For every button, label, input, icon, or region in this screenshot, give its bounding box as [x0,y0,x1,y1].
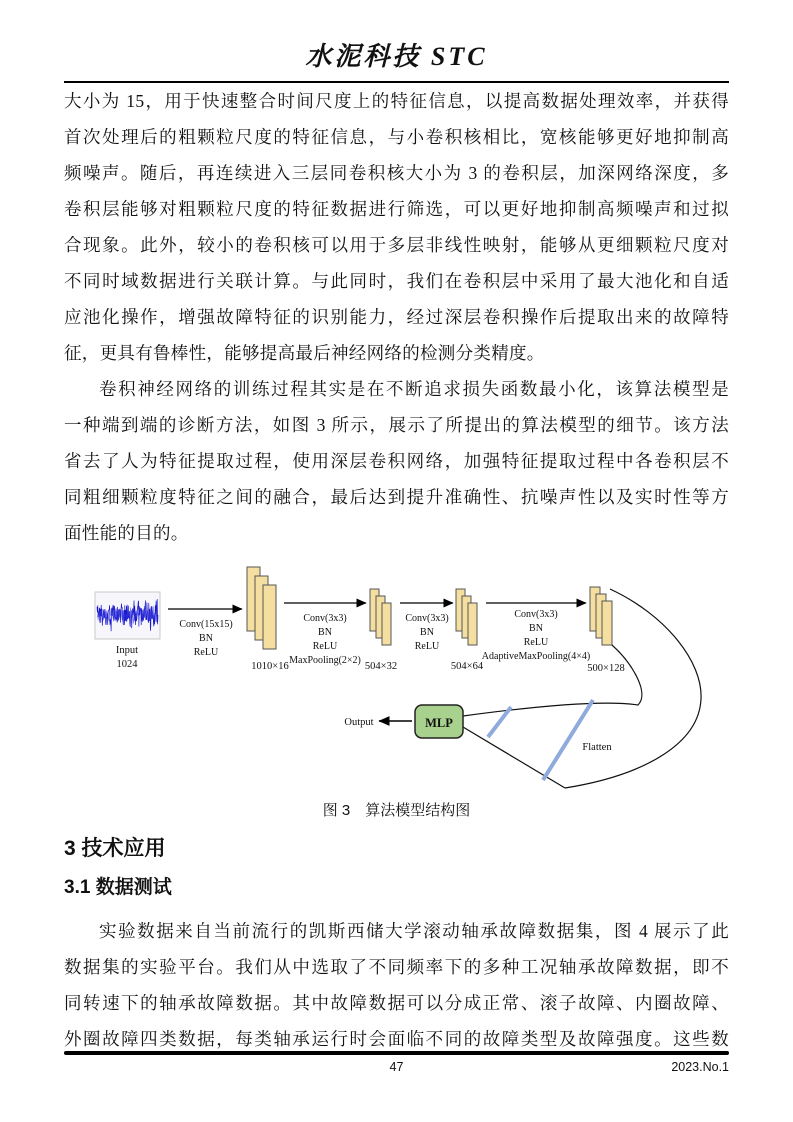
paragraph-2 [64,371,729,551]
page-number: 47 [389,1060,404,1074]
feature-size-label: 500×128 [587,663,625,674]
feature-size-label: 504×32 [364,661,398,672]
stage4-op: AdaptiveMaxPooling(4×4) [481,651,591,662]
figure-3-model-diagram [64,557,729,799]
text-line: 面性能的目的。 [64,523,189,543]
stage2-op: ReLU [312,641,338,652]
text-line: 一种端到端的诊断方法，如图 3 所示，展示了所提出的算法模型的细节。该方法 [64,415,729,435]
model-architecture-svg [60,557,725,799]
conv-block-1 [247,567,276,649]
output-label: Output [344,717,374,728]
journal-title: 水泥科技 STC [305,42,488,71]
page-content [64,0,729,1057]
figure-caption: 图 3 算法模型结构图 [322,802,471,819]
text-line: 卷积层能够对粗颗粒尺度的特征数据进行筛选，可以更好地抑制高频噪声和过拟 [64,199,729,219]
text-line: 应池化操作，增强故障特征的识别能力，经过深层卷积操作后提取出来的故障特 [64,307,729,327]
conv-block-3 [456,589,477,645]
text-line: 数据集的实验平台。我们从中选取了不同频率下的多种工况轴承故障数据，即不 [64,957,729,977]
stage3-op: BN [420,627,434,638]
page-footer [64,1060,729,1074]
stage-1 [168,567,289,672]
text-line: 卷积神经网络的训练过程其实是在不断追求损失函数最小化，该算法模型是 [99,379,729,399]
text-line: 同转速下的轴承故障数据。其中故障数据可以分成正常、滚子故障、内圈故障、 [64,993,729,1013]
text-line: 同粗细颗粒度特征之间的融合，最后达到提升准确性、抗噪声性以及实时性等方 [64,487,729,507]
stage1-op: BN [199,633,213,644]
mlp-output [344,705,463,738]
footer-rule [64,1051,729,1055]
stage4-op: Conv(3x3) [514,609,558,620]
stage-2 [284,589,397,672]
text-line: 合现象。此外，较小的卷积核可以用于多层非线性映射，能够从更细颗粒尺度对 [64,235,729,255]
text-line: 省去了人为特征提取过程，使用深层卷积网络，加强特征提取过程中各卷积层不 [64,451,729,471]
mlp-label: MLP [425,716,453,730]
stage3-op: ReLU [414,641,440,652]
feature-size-label: 504×64 [450,661,484,672]
stage1-op: Conv(15x15) [179,619,233,630]
stage2-op: Conv(3x3) [303,613,347,624]
text-line: 频噪声。随后，再连续进入三层同卷积核大小为 3 的卷积层，加深网络深度，多 [64,163,729,183]
text-line: 大小为 15，用于快速整合时间尺度上的特征信息，以提高数据处理效率，并获得 [64,91,729,111]
input-signal-image [95,592,160,670]
paragraph-1 [64,83,729,371]
text-line: 实验数据来自当前流行的凯斯西储大学滚动轴承故障数据集，图 4 展示了此 [99,921,729,941]
issue-label: 2023.No.1 [671,1060,729,1074]
stage1-op: ReLU [193,647,219,658]
stage2-op: MaxPooling(2×2) [289,655,361,666]
text-line: 征，更具有鲁棒性，能够提高最后神经网络的检测分类精度。 [64,343,545,363]
section-heading: 3 技术应用 [64,837,166,860]
flatten-label: Flatten [582,742,612,753]
paragraph-3 [64,913,729,1057]
input-size-label: 1024 [116,659,138,670]
text-line: 首次处理后的粗颗粒尺度的特征信息，与小卷积核相比，宽核能够更好地抑制高 [64,127,729,147]
stage4-op: BN [529,623,543,634]
feature-size-label: 1010×16 [251,661,289,672]
stage2-op: BN [318,627,332,638]
flatten-funnel [463,589,701,788]
text-line: 不同时域数据进行关联计算。与此同时，我们在卷积层中采用了最大池化和自适 [64,271,729,291]
text-line: 外圈故障四类数据，每类轴承运行时会面临不同的故障类型及故障强度。这些数 [64,1029,729,1049]
conv-block-4 [590,587,612,645]
input-label: Input [115,645,139,656]
stage3-op: Conv(3x3) [405,613,449,624]
stage-4 [482,587,625,674]
stage4-op: ReLU [523,637,549,648]
subsection-heading: 3.1 数据测试 [64,877,172,898]
conv-block-2 [370,589,391,645]
stage-3 [400,589,484,672]
